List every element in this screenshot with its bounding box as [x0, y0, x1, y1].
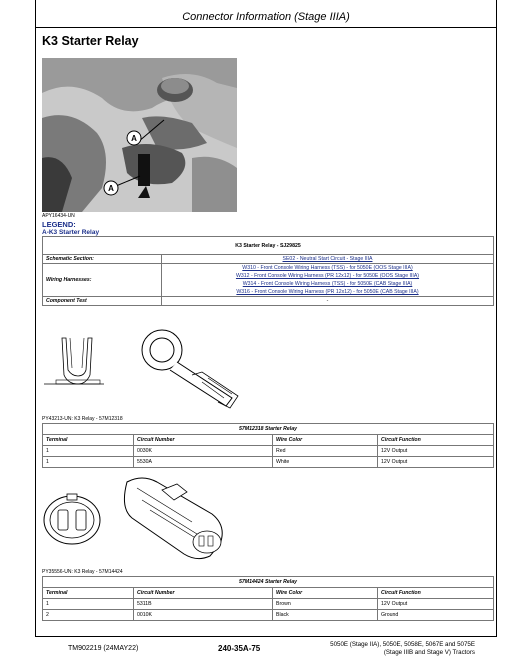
terminal-cell: 2	[43, 610, 134, 621]
connector1-header-circuit-number: Circuit Number	[134, 435, 273, 446]
connector1-header-circuit-function: Circuit Function	[378, 435, 494, 446]
connector2-header-circuit-function: Circuit Function	[378, 588, 494, 599]
wire-color-cell: Red	[273, 446, 378, 457]
wire-color-cell: Brown	[273, 599, 378, 610]
connector2-header-wire-color: Wire Color	[273, 588, 378, 599]
legend-item: A-K3 Starter Relay	[42, 229, 100, 236]
connector1-caption: 57M12318 Starter Relay	[43, 424, 494, 435]
circuit-number-cell: 5530A	[134, 457, 273, 468]
two-pin-connector-figure	[42, 470, 242, 568]
footer-model-line1: 5050E (Stage IIA), 5050E, 5058E, 5067E and 5075E	[330, 641, 475, 648]
circuit-number-cell: 0030K	[134, 446, 273, 457]
connector2-reference: PY35556-UN: K3 Relay - 57M14424	[42, 569, 123, 575]
circuit-function-cell: 12V Output	[378, 599, 494, 610]
page-frame-right	[496, 0, 497, 636]
component-test-value: -	[162, 297, 494, 306]
schematic-section-label: Schematic Section:	[43, 255, 162, 264]
footer-model-line2: (Stage IIIB and Stage V) Tractors	[383, 649, 475, 656]
wiring-harnesses-label: Wiring Harnesses:	[43, 264, 162, 297]
footer-model-info	[300, 641, 475, 657]
connector2-table	[42, 576, 494, 621]
schematic-section-link[interactable]: SE02 - Neutral Start Circuit - Stage IIIA	[162, 255, 494, 264]
circuit-number-cell: 0010K	[134, 610, 273, 621]
harness-link-w312[interactable]: W312 - Front Console Wiring Harness (PR 12x12) - for 5050E (OOS Stage IIIA)	[235, 273, 420, 279]
table-row	[43, 457, 494, 468]
wire-color-cell: White	[273, 457, 378, 468]
circuit-number-cell: 5311B	[134, 599, 273, 610]
table-row	[43, 610, 494, 621]
connector1-header-terminal: Terminal	[43, 435, 134, 446]
harness-link-w314[interactable]: W314 - Front Console Wiring Harness (TSS) - for 5050E (CAB Stage IIIA)	[242, 281, 413, 287]
component-test-label: Component Test	[43, 297, 162, 306]
circuit-function-cell: 12V Output	[378, 457, 494, 468]
terminal-cell: 1	[43, 457, 134, 468]
connector2-caption: 57M14424 Starter Relay	[43, 577, 494, 588]
photo-reference: APY16434-UN	[42, 213, 75, 219]
footer-manual-id: TM902219 (24MAY22)	[68, 645, 139, 652]
connector1-table	[42, 423, 494, 468]
callout-a-upper: A	[131, 134, 137, 143]
relay-location-photo	[42, 58, 237, 212]
wire-color-cell: Black	[273, 610, 378, 621]
legend-title: LEGEND:	[42, 220, 76, 229]
circuit-function-cell: 12V Output	[378, 446, 494, 457]
starter-relay-info-table	[42, 236, 494, 306]
terminal-cell: 1	[43, 446, 134, 457]
table-row	[43, 446, 494, 457]
callout-a-lower: A	[108, 184, 114, 193]
connector1-header-wire-color: Wire Color	[273, 435, 378, 446]
wiring-harnesses-links	[162, 264, 494, 297]
ring-terminal-figure	[42, 320, 252, 412]
footer-page-number: 240-35A-75	[218, 644, 261, 653]
harness-link-w310[interactable]: W310 - Front Console Wiring Harness (TSS) - for 5050E (OOS Stage IIIA)	[242, 265, 413, 271]
connector2-header-circuit-number: Circuit Number	[134, 588, 273, 599]
page-frame-bottom	[35, 636, 497, 637]
table-row	[43, 599, 494, 610]
page-header-title: Connector Information (Stage IIIA)	[182, 11, 350, 23]
circuit-function-cell: Ground	[378, 610, 494, 621]
connector2-header-terminal: Terminal	[43, 588, 134, 599]
harness-link-w316[interactable]: W316 - Front Console Wiring Harness (PR 12x12) - for 5050E (CAB Stage IIIA)	[236, 289, 419, 295]
terminal-cell: 1	[43, 599, 134, 610]
section-title: K3 Starter Relay	[42, 34, 139, 48]
connector1-reference: PY43213-UN: K3 Relay - 57M12318	[42, 416, 123, 422]
info-table-caption: K3 Starter Relay - SJ29825	[43, 237, 494, 255]
page-frame-left	[35, 0, 36, 636]
header-divider	[36, 27, 496, 28]
